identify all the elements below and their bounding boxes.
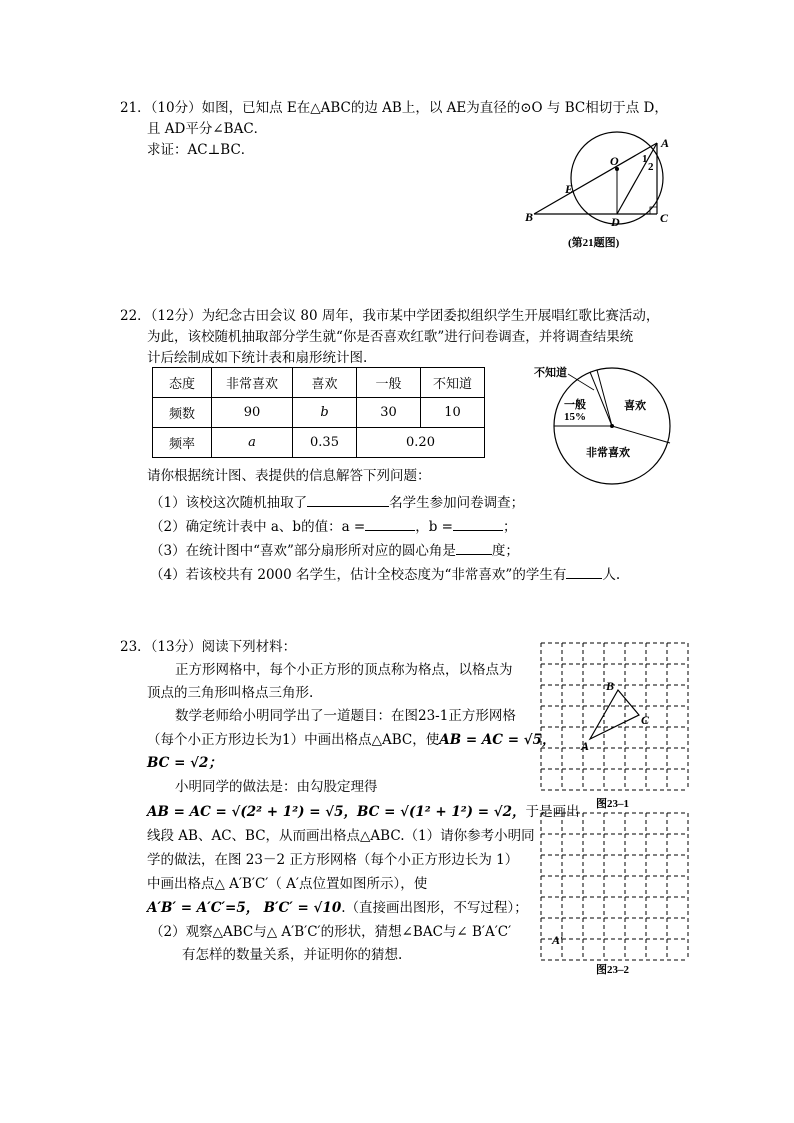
label-o: O	[610, 154, 619, 168]
pie-label-general: 一般	[564, 399, 586, 411]
pie-label-very-like: 非常喜欢	[586, 447, 630, 459]
table-cell: 态度	[153, 368, 212, 398]
label-a-prime: A′	[552, 933, 564, 947]
q23-line10: 学的做法，在图 23－2 正方形网格（每个小正方形边长为 1）	[147, 852, 519, 868]
pie-divider	[590, 372, 612, 426]
q22-part4	[150, 566, 620, 583]
answer-blank[interactable]	[456, 542, 492, 555]
q23-line8-formula: AB = AC = √(2² + 1²) = √5，BC = √(1² + 1²) = √2，	[147, 804, 526, 820]
q23-line13: （2）观察△ABC与△ A′B′C′的形状，猜想∠BAC与∠ B′A′C′	[150, 924, 512, 940]
q23-line12-text: .（直接画出图形，不写过程）；	[341, 900, 528, 916]
q22-prompt: 请你根据统计图、表提供的信息解答下列问题：	[147, 468, 431, 484]
q23-line4: 数学老师给小明同学出了一道题目：在图23-1正方形网格	[175, 708, 516, 724]
q22-part3-tail: 度；	[491, 543, 519, 559]
table-cell: 10	[421, 398, 485, 428]
label-b: B	[525, 210, 534, 224]
table-cell: 0.20	[357, 428, 485, 458]
q23-line8-text: 于是画出	[525, 804, 580, 820]
label-a: A	[661, 136, 670, 150]
table-row	[153, 398, 485, 428]
q23-line9: 线段 AB、AC、BC，从而画出格点△ABC.（1）请你参考小明同	[147, 828, 535, 844]
triangle-abc	[590, 690, 639, 739]
q22-part4-text: （4）若该校共有 2000 名学生，估计全校态度为“非常喜欢”的学生有	[150, 567, 567, 583]
q22-part3-text: （3）在统计图中“喜欢”部分扇形所对应的圆心角是	[150, 543, 456, 559]
pie-label-like: 喜欢	[624, 400, 646, 412]
q22-part4-tail: 人.	[602, 567, 621, 583]
answer-blank[interactable]	[453, 518, 503, 531]
q23-line3: 顶点的三角形叫格点三角形.	[147, 685, 314, 701]
table-row	[153, 368, 485, 398]
q23-line5-formula: AB = AC = √5，	[439, 732, 556, 748]
grid-lines	[541, 643, 688, 790]
q22-line1: 22．（12分）为纪念古田会议 80 周年，我市某中学团委拟组织学生开展唱红歌比赛活动，	[120, 308, 660, 324]
q23-line12	[147, 902, 528, 916]
q22-line3: 计后绘制成如下统计表和扇形统计图.	[147, 350, 368, 366]
table-row	[153, 428, 485, 458]
label-angle1: 1	[642, 153, 648, 165]
q23-line14: 有怎样的数量关系，并证明你的猜想.	[182, 947, 403, 963]
q21-figure	[520, 125, 680, 257]
table-cell: 90	[212, 398, 293, 428]
pie-chart	[530, 358, 680, 486]
q21-line3: 求证：AC⊥BC．	[147, 142, 255, 158]
label-d: D	[611, 215, 620, 229]
q23-line5	[147, 734, 556, 748]
pie-center	[610, 424, 614, 428]
label-e: E	[565, 182, 574, 196]
segment-ba	[534, 143, 657, 214]
q22-part2-text: （2）确定统计表中 a、b的值：a =	[150, 519, 366, 535]
q23-line11: 中画出格点△ A′B′C′（ A′点位置如图所示），使	[147, 876, 428, 892]
figure-23-1	[536, 638, 692, 810]
q23-line6: BC = √2；	[147, 755, 222, 771]
label-angle2: 2	[648, 161, 654, 173]
stats-table	[152, 367, 485, 458]
figure23-2-caption: 图23–2	[596, 964, 629, 976]
q22-part1	[150, 494, 524, 511]
table-cell: a	[212, 428, 293, 458]
q23-line2: 正方形网格中，每个小正方形的顶点称为格点，以格点为	[175, 662, 513, 678]
q22-part1-tail: 名学生参加问卷调查；	[389, 495, 525, 511]
pie-label-general-pct: 15%	[564, 411, 586, 423]
label-c: C	[660, 211, 669, 225]
answer-blank[interactable]	[566, 566, 602, 579]
segment-da	[617, 143, 657, 214]
q22-line2: 为此，该校随机抽取部分学生就“你是否喜欢红歌”进行问卷调查，并将调查结果统	[147, 329, 634, 345]
table-cell: 频数	[153, 398, 212, 428]
q22-part2	[150, 518, 516, 535]
figure21-caption: (第21题图)	[568, 237, 620, 249]
answer-blank[interactable]	[365, 518, 415, 531]
q23-line8	[147, 806, 580, 820]
table-cell: 喜欢	[293, 368, 357, 398]
q21-line1: 21．（10分）如图，已知点 E在△ABC的边 AB上，以 AE为直径的⊙O 与 BC相切于点 D，	[120, 100, 668, 116]
label-c: C	[641, 713, 650, 727]
q22-part2-tail: ；	[502, 519, 517, 535]
pie-divider	[612, 426, 670, 443]
table-cell: b	[293, 398, 357, 428]
table-cell: 非常喜欢	[212, 368, 293, 398]
q21-line2: 且 AD平分∠BAC．	[147, 121, 268, 137]
pie-divider	[597, 370, 612, 426]
q23-line5-text: （每个小正方形边长为1）中画出格点△ABC，使	[147, 732, 440, 748]
table-cell: 一般	[357, 368, 421, 398]
q23-line12-formula-b: B′C′ = √10	[263, 900, 342, 916]
pie-label-unknown: 不知道	[534, 367, 567, 379]
table-cell: 30	[357, 398, 421, 428]
answer-blank[interactable]	[307, 494, 389, 507]
label-a: A	[581, 739, 590, 753]
q22-part2-mid: ，b =	[415, 519, 453, 535]
q23-line12-formula-a: A′B′ = A′C′=5，	[147, 900, 260, 916]
q22-part3	[150, 542, 519, 559]
label-b: B	[606, 679, 615, 693]
q22-part1-text: （1）该校这次随机抽取了	[150, 495, 308, 511]
table-cell: 0.35	[293, 428, 357, 458]
q23-line7: 小明同学的做法是：由勾股定理得	[175, 779, 378, 795]
q23-line1: 23．（13分）阅读下列材料：	[120, 639, 297, 655]
figure23-1-caption: 图23–1	[596, 798, 629, 810]
table-cell: 不知道	[421, 368, 485, 398]
figure-23-2[interactable]	[536, 808, 692, 978]
table-cell: 频率	[153, 428, 212, 458]
